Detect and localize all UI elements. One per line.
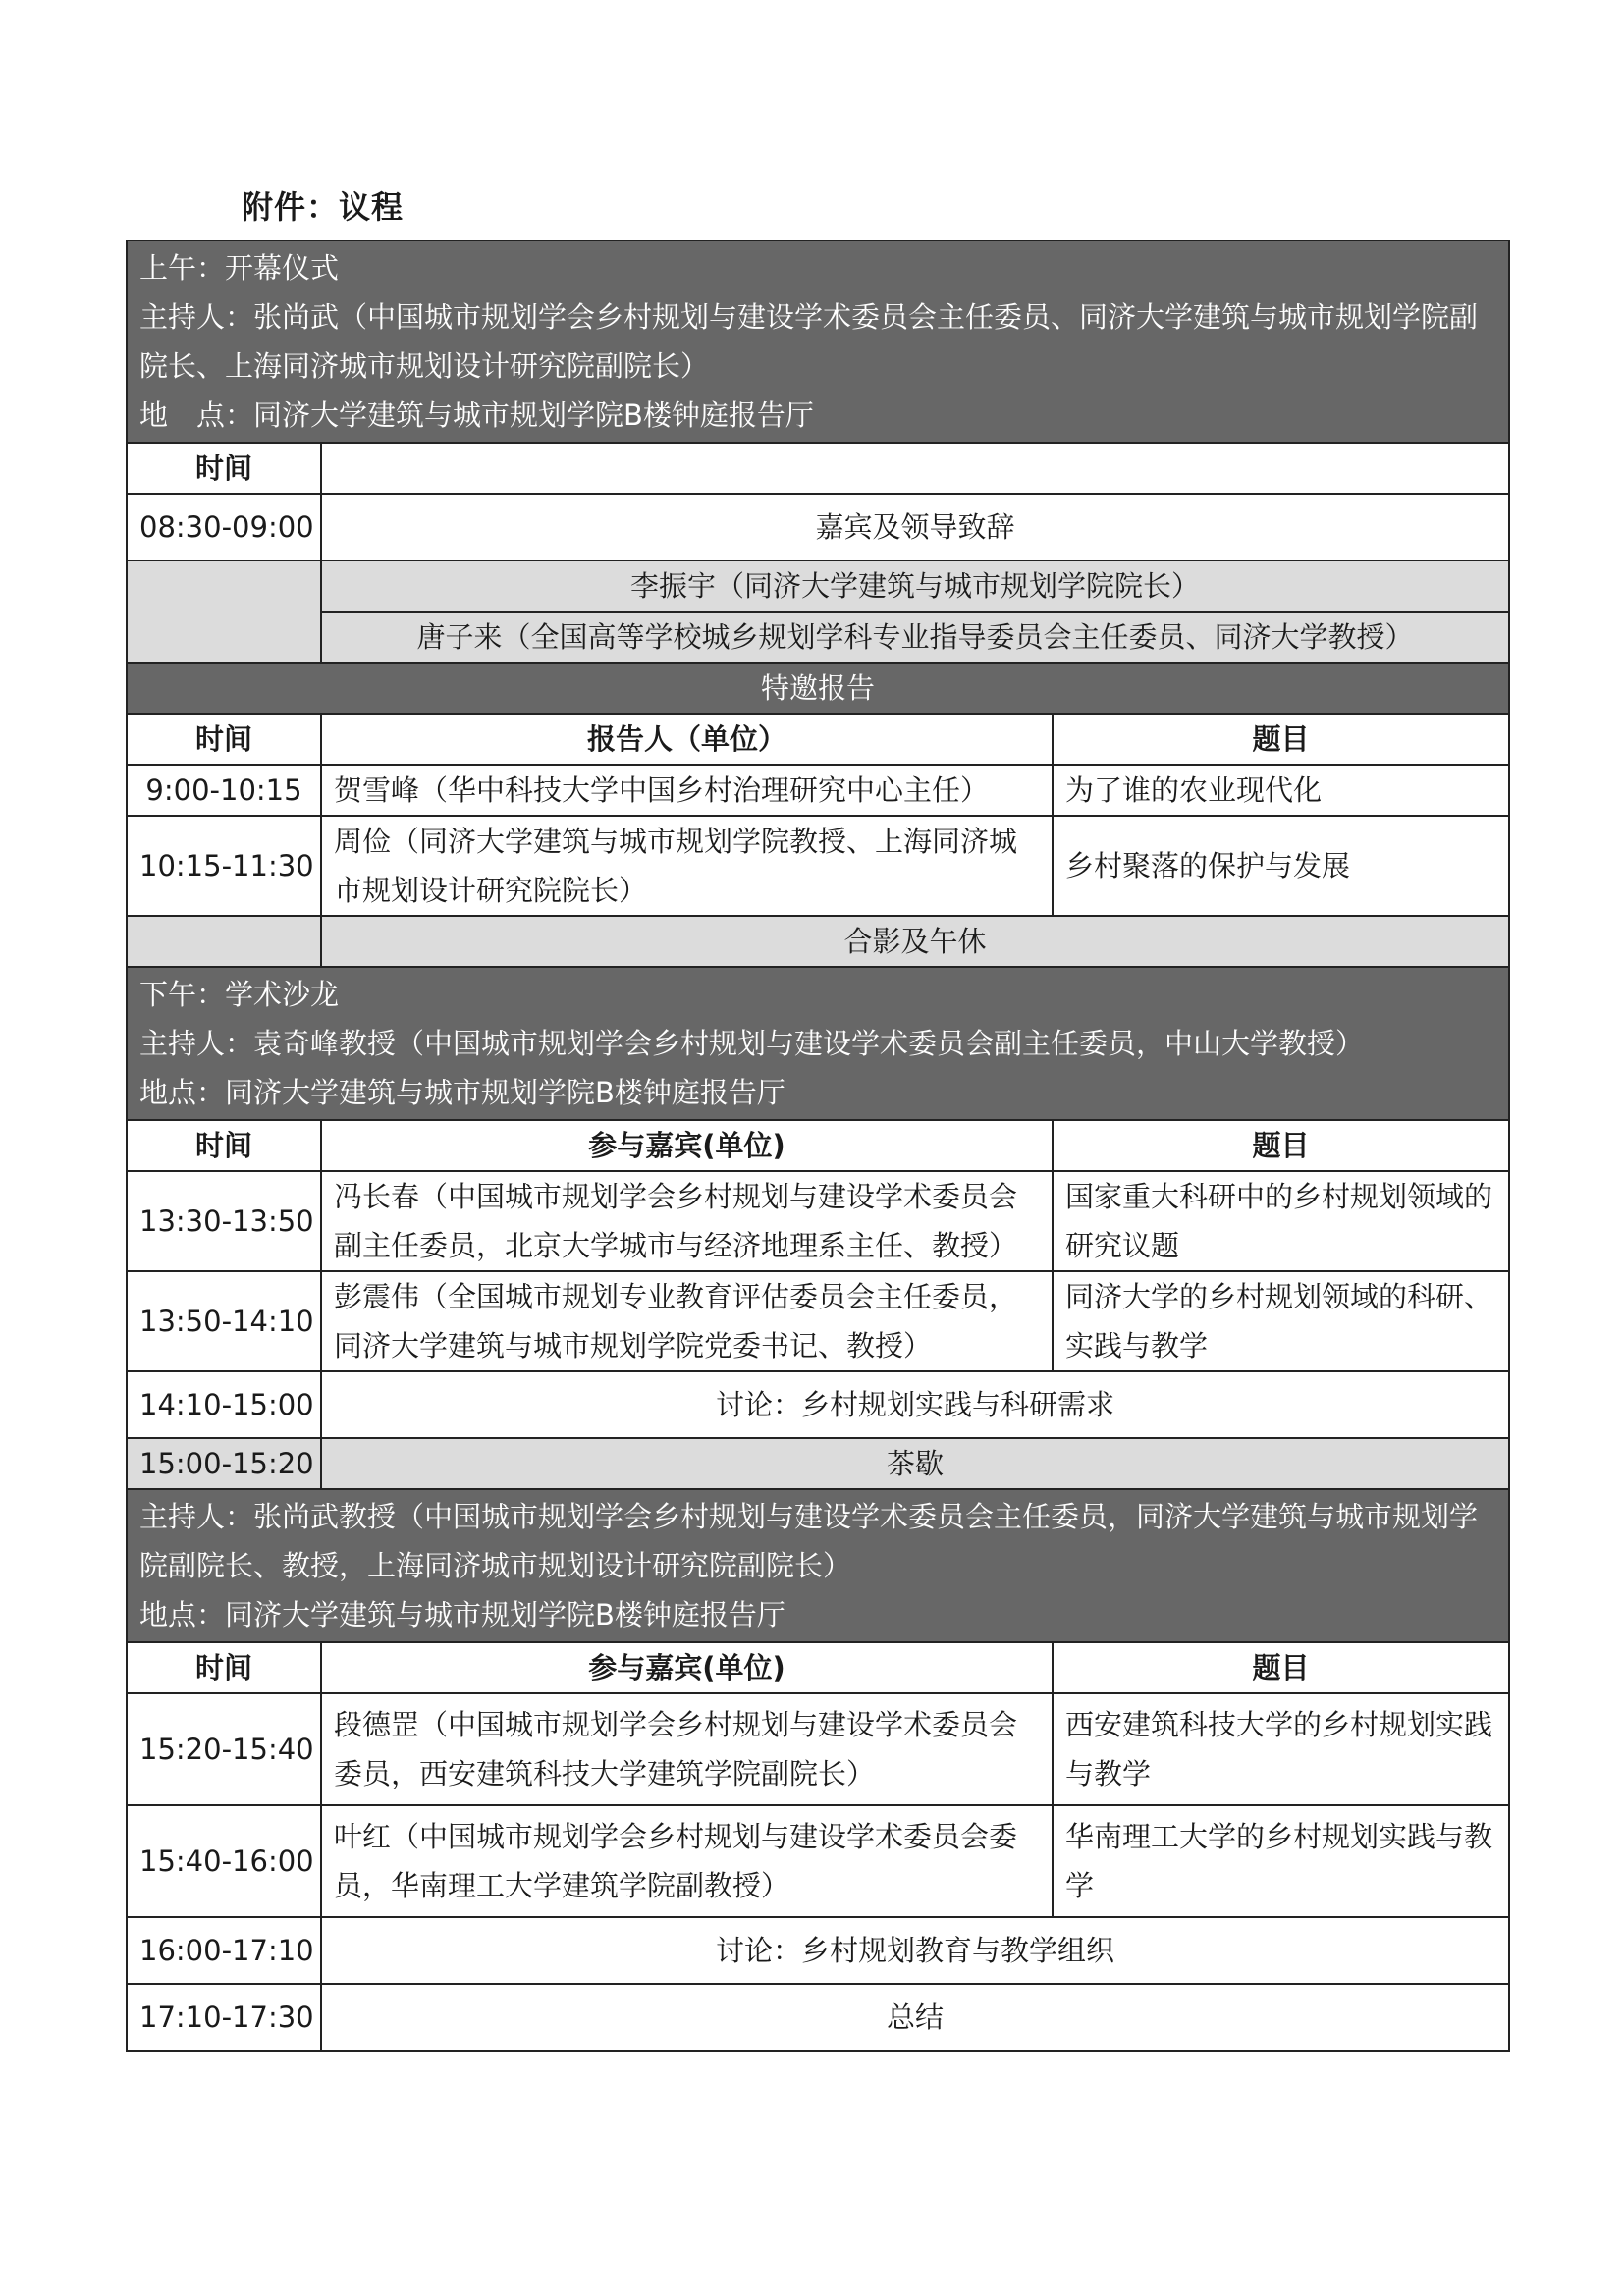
- topic-cell: 华南理工大学的乡村规划实践与教学: [1053, 1805, 1509, 1917]
- break-cell: 合影及午休: [321, 916, 1509, 967]
- keynote-header-row: [127, 714, 1509, 765]
- afternoon2-venue: 地点：同济大学建筑与城市规划学院B楼钟庭报告厅: [139, 1598, 785, 1631]
- header-time: 时间: [127, 443, 321, 494]
- table-row: [127, 1171, 1509, 1271]
- empty-time-cell: [127, 916, 321, 967]
- speaker-cell: 李振宇（同济大学建筑与城市规划学院院长）: [321, 561, 1509, 612]
- topic-cell: 国家重大科研中的乡村规划领域的研究议题: [1053, 1171, 1509, 1271]
- empty-time-cell: [127, 561, 321, 663]
- tea-break-cell: 茶歇: [321, 1438, 1509, 1489]
- time-cell: 15:00-15:20: [127, 1438, 321, 1489]
- afternoon2-host: 主持人：张尚武教授（中国城市规划学会乡村规划与建设学术委员会主任委员，同济大学建筑与城市规划学院副院长、教授，上海同济城市规划设计研究院副院长）: [139, 1500, 1479, 1582]
- header-speaker: 报告人（单位）: [321, 714, 1053, 765]
- afternoon-section-header: [127, 967, 1509, 1120]
- keynote-section-header: [127, 663, 1509, 714]
- topic-cell: 西安建筑科技大学的乡村规划实践与教学: [1053, 1693, 1509, 1805]
- discussion-cell: 讨论：乡村规划实践与科研需求: [321, 1371, 1509, 1438]
- table-row: [127, 816, 1509, 916]
- speaker-cell: 段德罡（中国城市规划学会乡村规划与建设学术委员会委员，西安建筑科技大学建筑学院副院长）: [321, 1693, 1053, 1805]
- table-row: [127, 494, 1509, 561]
- speaker-row: [127, 561, 1509, 612]
- morning-header-row: [127, 443, 1509, 494]
- break-row: [127, 916, 1509, 967]
- afternoon2-header-row: [127, 1642, 1509, 1693]
- speaker-cell: 叶红（中国城市规划学会乡村规划与建设学术委员会委员，华南理工大学建筑学院副教授）: [321, 1805, 1053, 1917]
- summary-row: [127, 1984, 1509, 2051]
- morning-host: 主持人：张尚武（中国城市规划学会乡村规划与建设学术委员会主任委员、同济大学建筑与城市规划学院副院长、上海同济城市规划设计研究院副院长）: [139, 300, 1479, 383]
- time-cell: 16:00-17:10: [127, 1917, 321, 1984]
- content-cell: 嘉宾及领导致辞: [321, 494, 1509, 561]
- morning-section-header: [127, 240, 1509, 443]
- time-cell: 9:00-10:15: [127, 765, 321, 816]
- header-empty: [321, 443, 1509, 494]
- header-topic: 题目: [1053, 1120, 1509, 1171]
- table-row: [127, 1271, 1509, 1371]
- table-row: [127, 765, 1509, 816]
- speaker-cell: 唐子来（全国高等学校城乡规划学科专业指导委员会主任委员、同济大学教授）: [321, 612, 1509, 663]
- topic-cell: 为了谁的农业现代化: [1053, 765, 1509, 816]
- document-title: 附件：议程: [242, 188, 405, 226]
- topic-cell: 同济大学的乡村规划领域的科研、实践与教学: [1053, 1271, 1509, 1371]
- header-topic: 题目: [1053, 1642, 1509, 1693]
- afternoon2-section-header: [127, 1489, 1509, 1642]
- afternoon-header-row: [127, 1120, 1509, 1171]
- discussion-row: [127, 1371, 1509, 1438]
- afternoon-venue: 地点：同济大学建筑与城市规划学院B楼钟庭报告厅: [139, 1076, 785, 1109]
- speaker-row: [127, 612, 1509, 663]
- header-time: 时间: [127, 1642, 321, 1693]
- header-time: 时间: [127, 714, 321, 765]
- header-speaker: 参与嘉宾(单位): [321, 1120, 1053, 1171]
- afternoon-session-title: 下午：学术沙龙: [139, 978, 340, 1011]
- header-topic: 题目: [1053, 714, 1509, 765]
- topic-cell: 乡村聚落的保护与发展: [1053, 816, 1509, 916]
- table-row: [127, 1805, 1509, 1917]
- header-time: 时间: [127, 1120, 321, 1171]
- speaker-cell: 贺雪峰（华中科技大学中国乡村治理研究中心主任）: [321, 765, 1053, 816]
- agenda-table: [126, 240, 1510, 2052]
- speaker-cell: 冯长春（中国城市规划学会乡村规划与建设学术委员会副主任委员，北京大学城市与经济地理系主任、教授）: [321, 1171, 1053, 1271]
- table-row: [127, 1693, 1509, 1805]
- summary-cell: 总结: [321, 1984, 1509, 2051]
- time-cell: 08:30-09:00: [127, 494, 321, 561]
- afternoon-host: 主持人：袁奇峰教授（中国城市规划学会乡村规划与建设学术委员会副主任委员，中山大学教授）: [139, 1027, 1365, 1060]
- time-cell: 15:20-15:40: [127, 1693, 321, 1805]
- time-cell: 10:15-11:30: [127, 816, 321, 916]
- discussion-row: [127, 1917, 1509, 1984]
- morning-venue: 地 点：同济大学建筑与城市规划学院B楼钟庭报告厅: [139, 399, 814, 432]
- time-cell: 17:10-17:30: [127, 1984, 321, 2051]
- time-cell: 13:30-13:50: [127, 1171, 321, 1271]
- time-cell: 13:50-14:10: [127, 1271, 321, 1371]
- speaker-cell: 周俭（同济大学建筑与城市规划学院教授、上海同济城市规划设计研究院院长）: [321, 816, 1053, 916]
- time-cell: 15:40-16:00: [127, 1805, 321, 1917]
- speaker-cell: 彭震伟（全国城市规划专业教育评估委员会主任委员，同济大学建筑与城市规划学院党委书记、教授）: [321, 1271, 1053, 1371]
- tea-break-row: [127, 1438, 1509, 1489]
- morning-session-title: 上午：开幕仪式: [139, 251, 340, 285]
- discussion-cell: 讨论：乡村规划教育与教学组织: [321, 1917, 1509, 1984]
- header-speaker: 参与嘉宾(单位): [321, 1642, 1053, 1693]
- time-cell: 14:10-15:00: [127, 1371, 321, 1438]
- keynote-title: 特邀报告: [127, 663, 1509, 714]
